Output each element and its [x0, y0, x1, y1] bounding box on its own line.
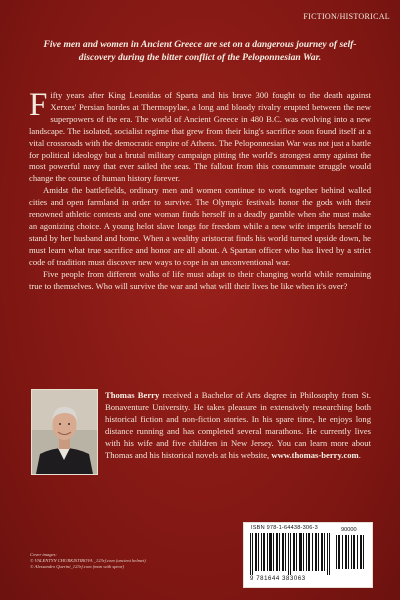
- author-bio-end: .: [358, 449, 361, 460]
- author-website: www.thomas-berry.com: [271, 449, 359, 460]
- price-code: 90000: [341, 527, 357, 533]
- credit-line: © VALENTYN CHURKISTIBOVA _123rf.com (ancient helmet): [30, 558, 146, 563]
- synopsis: [29, 87, 371, 292]
- tagline: Five men and women in Ancient Greece are set on a dangerous journey of self-discovery during the bitter conflict of the Peloponnesian War.: [43, 39, 357, 63]
- drop-cap: F: [29, 87, 48, 123]
- synopsis-paragraph-1-text: ifty years after King Leonidas of Sparta and his brave 300 fought to the death against Xerxes' Persian hordes at Thermopylae, a long and bloody rivalry erupted between the new superpowers of the era. The world of Ancient Greece in 480 B.C. was evolving into a new landscape. The isolated, socialist regime that grew from their king's sacrifice soon found itself at a vital crossroads with the democratic empire of Athens. The Peloponnesian War was not just a battle for political ideology but a brutal military campaign pitting the world's strongest army against the most powerful navy that ever sailed the seas. The fallout from this consummate struggle would change the course of human history forever.: [29, 90, 371, 184]
- barcode-digits: 9 781644 383063: [250, 576, 306, 582]
- synopsis-paragraph-1: [29, 87, 371, 185]
- author-photo: [31, 389, 98, 475]
- isbn-number: ISBN 978-1-64438-306-3: [251, 525, 318, 531]
- isbn-barcode: [243, 522, 373, 588]
- genre-label: FICTION/HISTORICAL: [303, 12, 390, 21]
- author-portrait-image: [32, 390, 97, 474]
- author-bio-text: received a Bachelor of Arts degree in Philosophy from St. Bonaventure University. He takes pleasure in extensively researching both historical fiction and non-fiction stories. In his spare time, he enjoys long distance running and has completed several marathons. He currently lives with his wife and five children in New Jersey. You can learn more about Thomas and his historical novels at his website,: [105, 390, 371, 460]
- price-barcode-bars: [336, 533, 366, 569]
- cover-image-credits: [30, 552, 230, 570]
- synopsis-paragraph-3: Five people from different walks of life must adapt to their changing world while remaining true to themselves. Who will survive the war and what will their lives be like when it's over?: [29, 268, 371, 291]
- author-bio: [105, 390, 371, 461]
- synopsis-paragraph-2: Amidst the battlefields, ordinary men and women continue to work together behind walled cities and open farmland in order to survive. The Olympic festivals honor the gods with their renowned athletic contests and one woman finds herself in a deadly gamble when she must make an agonizing choice. A young helot slave longs for freedom while a new wife imperils herself to stand by her husband and home. When a wealthy aristocrat finds his world turned upside down, he must learn what true sacrifice and honor are all about. A Spartan officer who has lived by a strict code of tradition must discover new ways to cope in an unconventional war.: [29, 185, 371, 267]
- author-name: Thomas Berry: [105, 390, 160, 400]
- barcode-bars: [250, 533, 332, 575]
- credits-heading: Cover images:: [30, 552, 57, 557]
- credit-line: © Alessandro Querini_123rf.com (man with spear): [30, 564, 125, 569]
